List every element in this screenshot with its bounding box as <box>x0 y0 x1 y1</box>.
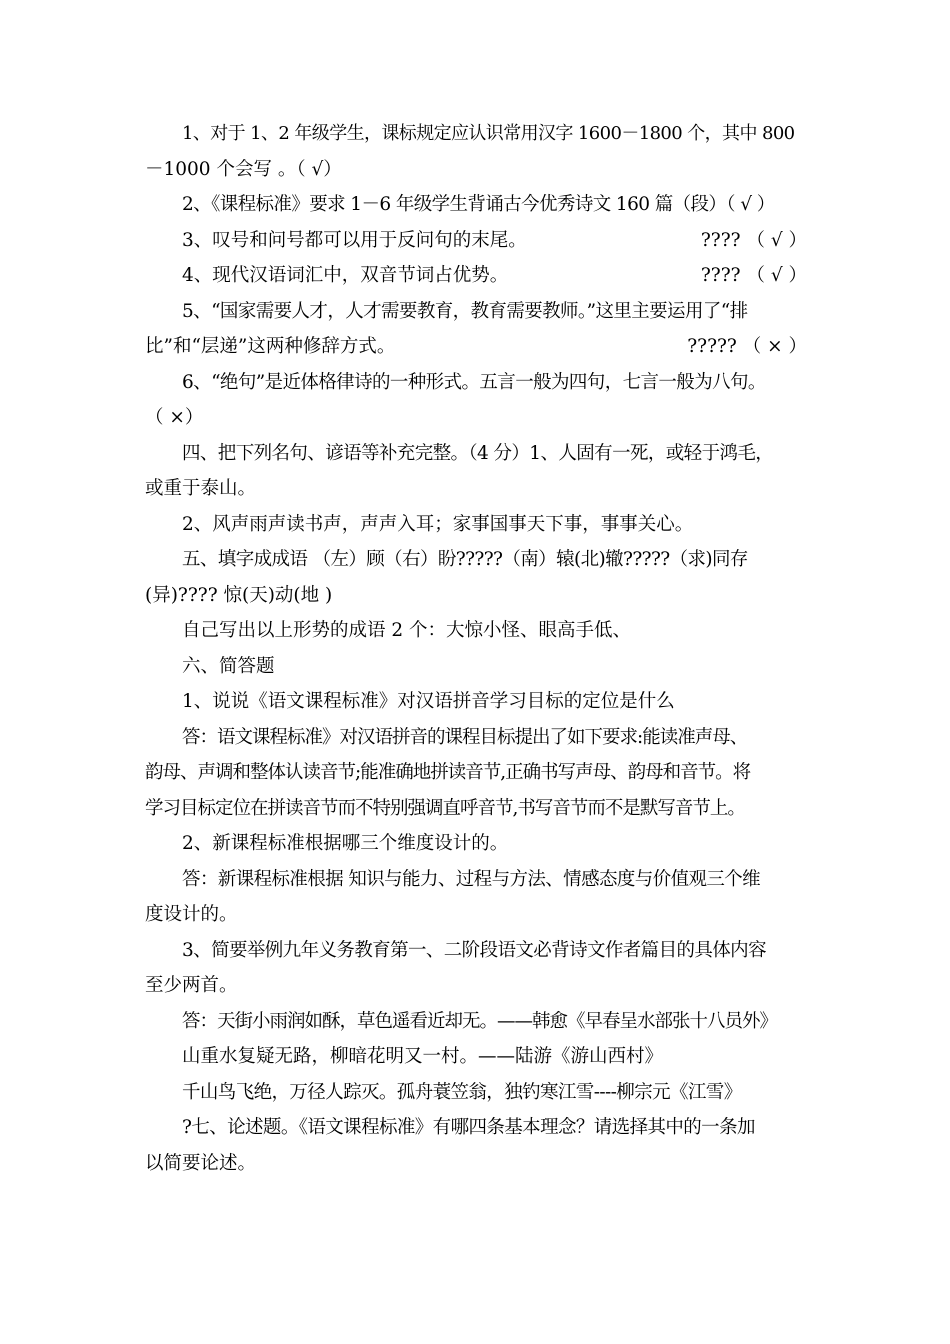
line-text: ?七、论述题。《语文课程标准》有哪四条基本理念？请选择其中的一条加 <box>182 1117 755 1138</box>
document-body <box>145 116 807 1181</box>
line-text: 比”和“层递”这两种修辞方式。 <box>145 336 396 357</box>
line-15 <box>145 613 807 649</box>
answer-mark: ????? （ × ） <box>687 336 807 357</box>
line-11 <box>145 471 807 507</box>
line-text: 四、把下列名句、谚语等补充完整。（4 分）1、人固有一死，或轻于鸿毛， <box>182 442 774 464</box>
line-text: 答：语文课程标准》对汉语拼音的课程目标提出了如下要求:能读准声母、 <box>182 726 748 748</box>
line-text: 度设计的。 <box>145 904 238 925</box>
line-16 <box>145 649 807 685</box>
line-text: 自己写出以上形势的成语 2 个：大惊小怪、眼高手低、 <box>182 620 632 641</box>
line-9 <box>145 400 807 436</box>
line-text: －1000 个会写 。（ √） <box>145 158 342 180</box>
line-20 <box>145 791 807 827</box>
line-5 <box>145 258 807 294</box>
line-text: 以简要论述。 <box>145 1152 257 1174</box>
line-27 <box>145 1039 807 1075</box>
line-text: 3、简要举例九年义务教育第一、二阶段语文必背诗文作者篇目的具体内容 <box>182 939 766 961</box>
line-17 <box>145 684 807 720</box>
line-18 <box>145 720 807 756</box>
answer-mark: ???? （ √ ） <box>700 229 807 251</box>
line-text: 2、风声雨声读书声，声声入耳；家事国事天下事，事事关心。 <box>182 513 694 535</box>
line-text: 4、现代汉语词汇中，双音节词占优势。 <box>182 265 509 286</box>
line-text: 答：新课程标准根据 知识与能力、过程与方法、情感态度与价值观三个维 <box>182 868 761 890</box>
line-text: 2、新课程标准根据哪三个维度设计的。 <box>182 833 509 854</box>
line-text: 答：天街小雨润如酥，草色遥看近却无。——韩愈《早春呈水部张十八员外》 <box>182 1010 778 1032</box>
line-1 <box>145 116 807 152</box>
line-text: 至少两首。 <box>145 975 238 996</box>
line-text: 1、对于 1、2 年级学生，课标规定应认识常用汉字 1600－1800 个，其中 800 <box>182 123 795 144</box>
line-3 <box>145 187 807 223</box>
line-text: (异)???? 惊(天)动(地 ) <box>145 584 333 606</box>
line-10 <box>145 436 807 472</box>
line-25 <box>145 968 807 1004</box>
line-text: 六、简答题 <box>182 655 275 677</box>
line-22 <box>145 862 807 898</box>
line-text: 学习目标定位在拼读音节而不特别强调直呼音节,书写音节而不是默写音节上。 <box>145 797 745 819</box>
line-8 <box>145 365 807 401</box>
line-text: 或重于泰山。 <box>145 478 257 499</box>
line-text: 3、叹号和问号都可以用于反问句的末尾。 <box>182 229 527 251</box>
line-14 <box>145 578 807 614</box>
line-26 <box>145 1004 807 1040</box>
line-text: 五、填字成成语 （左）顾（右）盼?????（南）辕(北)辙?????（求)同存 <box>182 549 748 570</box>
line-text: 山重水复疑无路，柳暗花明又一村。——陆游《游山西村》 <box>182 1046 664 1067</box>
line-text: 2、《课程标准》要求 1－6 年级学生背诵古今优秀诗文 160 篇（段）（ √ ） <box>182 194 775 215</box>
line-28 <box>145 1075 807 1111</box>
line-text: 韵母、声调和整体认读音节;能准确地拼读音节,正确书写声母、韵母和音节。将 <box>145 762 751 783</box>
line-7 <box>145 329 807 365</box>
line-text: 6、“绝句”是近体格律诗的一种形式。五言一般为四句，七言一般为八句。 <box>182 371 766 393</box>
line-2 <box>145 152 807 188</box>
answer-mark: ???? （ √ ） <box>700 265 807 286</box>
line-4 <box>145 223 807 259</box>
line-text: 5、“国家需要人才，人才需要教育，教育需要教师。”这里主要运用了“排 <box>182 300 748 322</box>
line-13 <box>145 542 807 578</box>
line-text: 1、说说《语文课程标准》对汉语拼音学习目标的定位是什么 <box>182 691 675 712</box>
line-text: （ ×） <box>145 407 204 428</box>
line-24 <box>145 933 807 969</box>
line-6 <box>145 294 807 330</box>
line-text: 千山鸟飞绝，万径人踪灭。孤舟蓑笠翁，独钓寒江雪----柳宗元《江雪》 <box>182 1081 742 1103</box>
line-21 <box>145 826 807 862</box>
line-29 <box>145 1110 807 1146</box>
line-30 <box>145 1146 807 1182</box>
line-23 <box>145 897 807 933</box>
line-19 <box>145 755 807 791</box>
line-12 <box>145 507 807 543</box>
